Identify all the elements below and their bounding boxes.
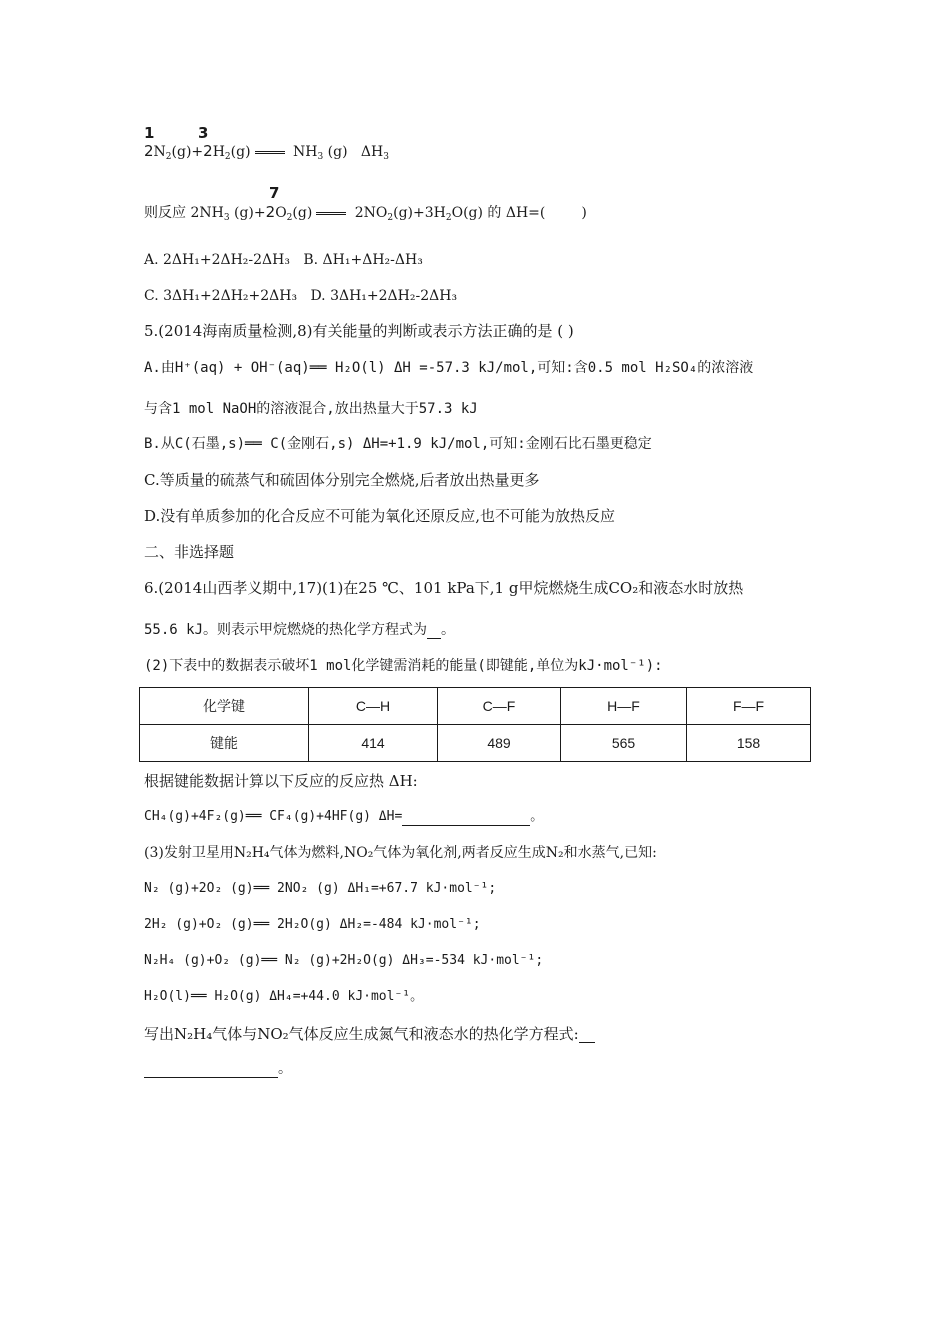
table-cell: H—F (561, 688, 687, 725)
question-6-part1-line2: 55.6 kJ。则表示甲烷燃烧的热化学方程式为 。 (144, 622, 455, 638)
fraction-denominator: 2 (203, 142, 213, 160)
option-c[interactable]: C. 3ΔH₁+2ΔH₂+2ΔH₃ (144, 288, 298, 304)
question-6-part2: (2)下表中的数据表示破坏1 mol化学键需消耗的能量(即键能,单位为kJ·mol⁻¹): (144, 658, 663, 674)
given-equation-3: N₂H₄ (g)+O₂ (g)══ N₂ (g)+2H₂O(g) ΔH₃=-534 kJ·mol⁻¹; (144, 953, 544, 968)
equals-arrow (255, 151, 285, 154)
question-6-part1-line1: 6.(2014山西孝义期中,17)(1)在25 ℃、101 kPa下,1 g甲烷燃烧生成CO₂和液态水时放热 (144, 579, 744, 597)
fraction-denominator: 2 (265, 203, 276, 221)
answer-blank[interactable] (579, 1028, 595, 1043)
answer-blank[interactable] (144, 1063, 278, 1078)
table-cell: 565 (561, 725, 687, 762)
answer-blank[interactable] (427, 624, 441, 639)
table-cell: 158 (687, 725, 811, 762)
option-row-cd (144, 287, 457, 305)
equals-arrow (316, 212, 346, 215)
option-b[interactable]: B.从C(石墨,s)══ C(金刚石,s) ΔH=+1.9 kJ/mol,可知:金刚石比石墨更稳定 (144, 436, 652, 452)
fraction-numerator: 7 (269, 184, 280, 202)
option-a-line1[interactable]: A.由H⁺(aq) + OH⁻(aq)══ H₂O(l) ΔH =-57.3 kJ/mol,可知:含0.5 mol H₂SO₄的浓溶液 (144, 360, 754, 376)
question-5-stem: 5.(2014海南质量检测,8)有关能量的判断或表示方法正确的是 ( ) (144, 322, 574, 340)
question-6-part3: (3)发射卫星用N₂H₄气体为燃料,NO₂气体为氧化剂,两者反应生成N₂和水蒸气,已知: (144, 845, 657, 861)
question-6-ask: 写出N₂H₄气体与NO₂气体反应生成氮气和液态水的热化学方程式: (144, 1025, 595, 1043)
reaction-equation: CH₄(g)+4F₂(g)══ CF₄(g)+4HF(g) ΔH= 。 (144, 809, 544, 824)
option-a[interactable]: A. 2ΔH₁+2ΔH₂-2ΔH₃ (144, 252, 290, 268)
option-c[interactable]: C.等质量的硫蒸气和硫固体分别完全燃烧,后者放出热量更多 (144, 471, 540, 489)
equation-3-line: 1 $2N_2(g)+$ 3 $2H_2(g)$ $NH_3$ (g) $\Delta H_3$ (144, 124, 389, 162)
given-equation-2: 2H₂ (g)+O₂ (g)══ 2H₂O(g) ΔH₂=-484 kJ·mol⁻¹; (144, 917, 481, 932)
fraction-numerator: 3 (198, 124, 209, 142)
table-cell: 化学键 (140, 688, 309, 725)
given-equation-1: N₂ (g)+2O₂ (g)══ 2NO₂ (g) ΔH₁=+67.7 kJ·mol⁻¹; (144, 881, 497, 896)
question-4-stem: 则反应 $2NH_3$ (g)+ 7 $2O_2(g)$ $2NO_2(g)+3H_2O(g)$ 的 ΔH=( ) (144, 184, 587, 223)
table-cell: 489 (438, 725, 561, 762)
table-row (140, 725, 811, 762)
answer-line: 。 (144, 1060, 292, 1078)
table-cell: F—F (687, 688, 811, 725)
section-heading: 二、非选择题 (144, 543, 235, 561)
option-row-ab (144, 251, 423, 269)
table-header-row (140, 688, 811, 725)
bond-energy-table (139, 687, 811, 762)
option-a-line2[interactable]: 与含1 mol NaOH的溶液混合,放出热量大于57.3 kJ (144, 401, 478, 417)
answer-blank[interactable] (402, 811, 530, 826)
option-d[interactable]: D.没有单质参加的化合反应不可能为氧化还原反应,也不可能为放热反应 (144, 507, 616, 525)
table-cell: 键能 (140, 725, 309, 762)
table-cell: 414 (309, 725, 438, 762)
option-b[interactable]: B. ΔH₁+ΔH₂-ΔH₃ (303, 252, 423, 268)
fraction-denominator: 2 (144, 142, 154, 160)
option-d[interactable]: D. 3ΔH₁+2ΔH₂-2ΔH₃ (310, 288, 458, 304)
table-cell: C—H (309, 688, 438, 725)
fraction-numerator: 1 (144, 124, 155, 142)
calc-instruction: 根据键能数据计算以下反应的反应热 ΔH: (144, 772, 418, 790)
table-cell: C—F (438, 688, 561, 725)
given-equation-4: H₂O(l)══ H₂O(g) ΔH₄=+44.0 kJ·mol⁻¹。 (144, 989, 424, 1004)
